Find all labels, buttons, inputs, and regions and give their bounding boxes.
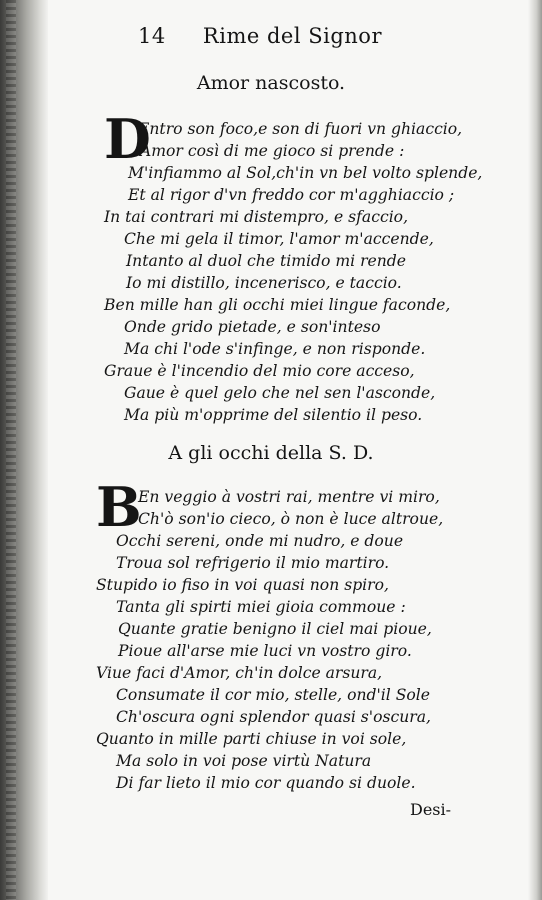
- poem2-line: Quanto in mille parti chiuse in voi sole,: [96, 730, 407, 748]
- poem1-line: Che mi gela il timor, l'amor m'accende,: [124, 230, 434, 248]
- poem1-dropcap: D: [104, 107, 151, 171]
- poem1-line: Et al rigor d'vn freddo cor m'agghiaccio ;: [128, 186, 455, 204]
- poem2-line: Quante gratie benigno il ciel mai pioue,: [118, 620, 432, 638]
- poem2-line: Ch'ò son'io cieco, ò non è luce altroue,: [138, 510, 444, 528]
- poem1-line: Amor così di me gioco si prende :: [140, 142, 405, 160]
- poem1-line: Graue è l'incendio del mio core acceso,: [104, 362, 415, 380]
- poem1-line: Ma più m'opprime del silentio il peso.: [124, 406, 423, 424]
- poem1-line: Ma chi l'ode s'infinge, e non risponde.: [124, 340, 426, 358]
- poem2-dropcap: B: [96, 475, 142, 539]
- running-title: Rime del Signor: [202, 24, 382, 48]
- poem2-line: Di far lieto il mio cor quando si duole.: [116, 774, 416, 792]
- poem2-line: Pioue all'arse mie luci vn vostro giro.: [118, 642, 412, 660]
- poem2-line: Viue faci d'Amor, ch'in dolce arsura,: [96, 664, 383, 682]
- poem2-line: Tanta gli spirti miei gioia commoue :: [116, 598, 406, 616]
- poem1-line: Io mi distillo, incenerisco, e taccio.: [126, 274, 402, 292]
- page-number: 14: [138, 24, 166, 48]
- poem1-line: Gaue è quel gelo che nel sen l'asconde,: [124, 384, 436, 402]
- poem2-title: A gli occhi della S. D.: [168, 442, 374, 464]
- running-header: [138, 24, 382, 48]
- poem2-line: Consumate il cor mio, stelle, ond'il Sole: [116, 686, 431, 704]
- poem1-line: Intanto al duol che timido mi rende: [126, 252, 407, 270]
- poem2-line: Ma solo in voi pose virtù Natura: [116, 752, 372, 770]
- catchword: Desi-: [410, 800, 452, 819]
- poem1-line: M'infiammo al Sol,ch'in vn bel volto splende,: [128, 164, 483, 182]
- poem1-line-1: Entro son foco,e son di fuori vn ghiaccio,: [138, 120, 463, 138]
- poem1-line: Ben mille han gli occhi miei lingue faconde,: [104, 296, 451, 314]
- poem2-line: Ch'oscura ogni splendor quasi s'oscura,: [116, 708, 431, 726]
- poem2-line: Stupido io fiso in voi quasi non spiro,: [96, 576, 389, 594]
- poem2-line-1: En veggio à vostri rai, mentre vi miro,: [138, 488, 440, 506]
- poem2-line: Occhi sereni, onde mi nudro, e doue: [116, 532, 404, 550]
- poem2-line: Troua sol refrigerio il mio martiro.: [116, 554, 390, 572]
- poem1-line: In tai contrari mi distempro, e sfaccio,: [104, 208, 409, 226]
- poem1-title: Amor nascosto.: [196, 72, 346, 94]
- poem1-line: Onde grido pietade, e son'inteso: [124, 318, 381, 336]
